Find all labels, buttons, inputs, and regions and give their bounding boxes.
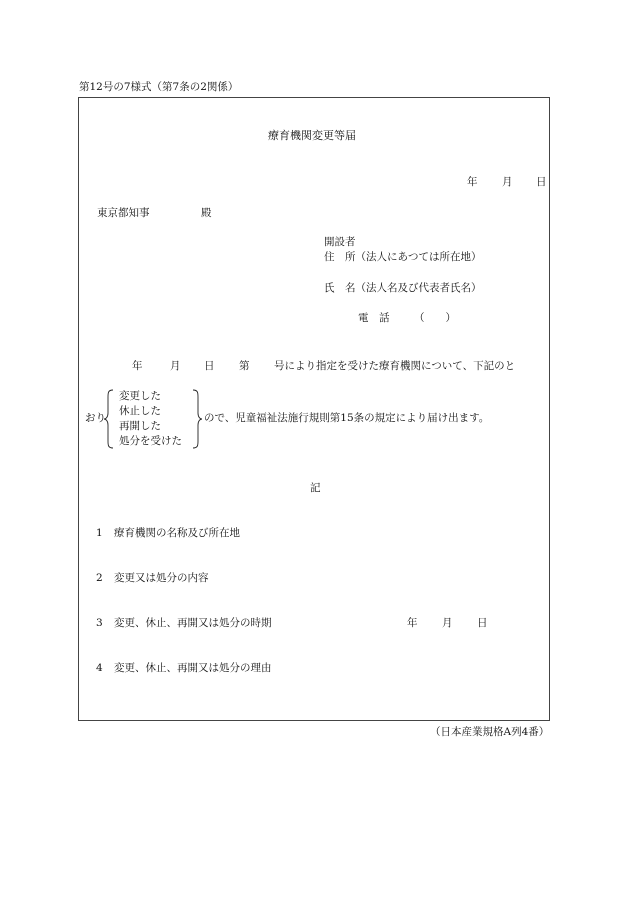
item-number: 2	[96, 572, 103, 584]
addressee-name: 東京都知事	[97, 207, 150, 219]
choice-suspended: 休止した	[119, 405, 161, 417]
item-day: 日	[477, 617, 488, 629]
form-reference: 第12号の7様式（第7条の2関係）	[79, 81, 239, 93]
body-number-prefix: 第	[239, 360, 250, 372]
item-text: 変更、休止、再開又は処分の時期	[114, 617, 272, 629]
item-number: 3	[96, 617, 103, 629]
right-brace	[193, 390, 202, 448]
item-text: 療育機関の名称及び所在地	[114, 527, 240, 539]
item-number: 1	[96, 527, 103, 539]
body-line1-text: 号により指定を受けた療育機関について、下記のと	[274, 360, 516, 372]
ki-heading: 記	[310, 482, 321, 494]
item-text: 変更又は処分の内容	[114, 572, 209, 584]
choice-penalized: 処分を受けた	[119, 435, 182, 447]
body-prefix: おり	[85, 412, 106, 424]
date-month: 月	[502, 176, 513, 188]
item-number: 4	[96, 662, 103, 674]
left-brace	[104, 390, 113, 448]
item-text: 変更、休止、再開又は処分の理由	[114, 662, 272, 674]
item-month: 月	[442, 617, 453, 629]
choice-resumed: 再開した	[119, 420, 161, 432]
form-title: 療育機関変更等届	[268, 129, 356, 142]
item-year: 年	[407, 617, 418, 629]
body-suffix: ので、児童福祉法施行規則第15条の規定により届け出ます。	[204, 412, 490, 424]
applicant-address-label: 住 所（法人にあつては所在地）	[324, 251, 482, 263]
date-year: 年	[467, 176, 478, 188]
choice-group	[104, 389, 202, 449]
applicant-phone-parens: （ ）	[414, 312, 456, 324]
date-day: 日	[536, 176, 547, 188]
applicant-phone-label: 電 話	[358, 312, 390, 324]
body-month: 月	[170, 360, 181, 372]
addressee-honorific: 殿	[201, 207, 212, 219]
body-year: 年	[132, 360, 143, 372]
applicant-name-label: 氏 名（法人名及び代表者氏名）	[324, 282, 482, 294]
body-day: 日	[204, 360, 215, 372]
footer-note: （日本産業規格A列4番）	[430, 726, 550, 738]
applicant-heading: 開設者	[324, 236, 356, 248]
choice-changed: 変更した	[119, 390, 161, 402]
